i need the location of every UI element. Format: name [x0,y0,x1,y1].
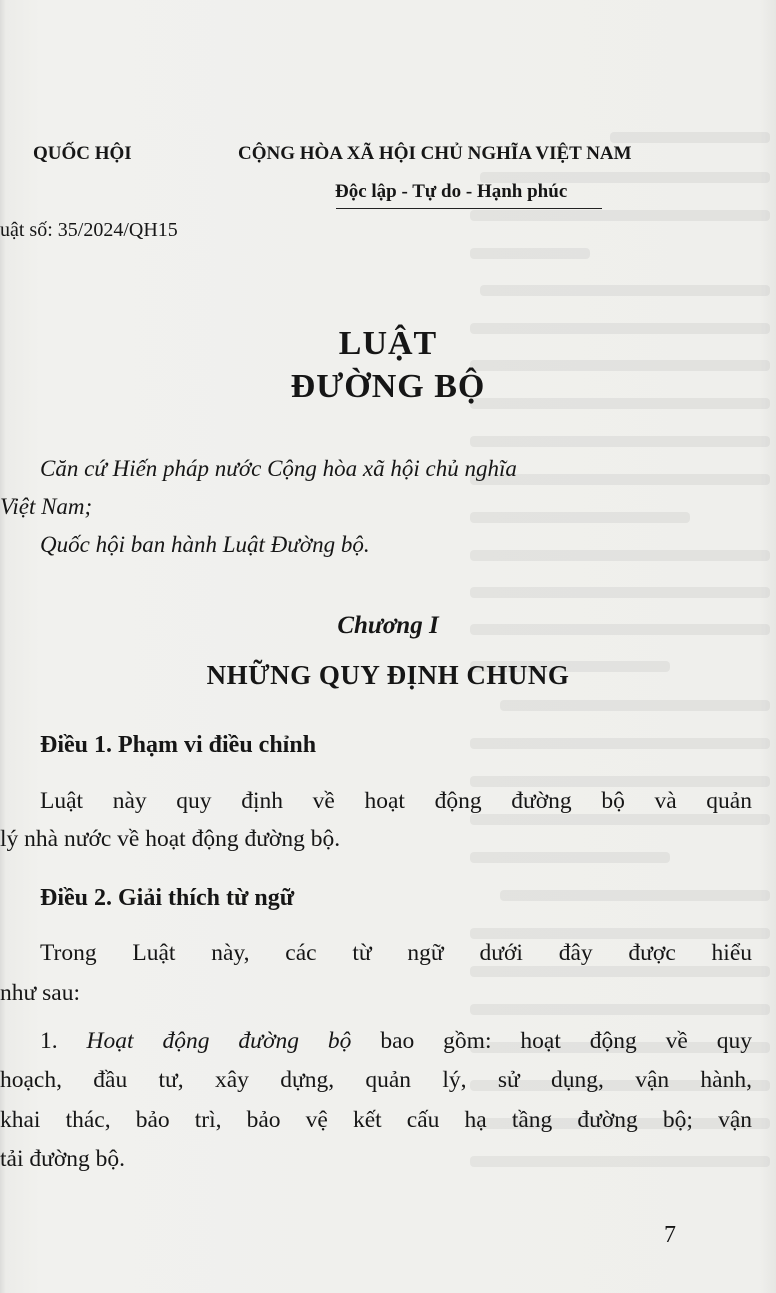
document-title-line1: LUẬT [338,325,438,362]
motto-underline [336,208,602,209]
article-1-text-line2: lý nhà nước về hoạt động đường bộ. [0,826,341,852]
issuer-name: QUỐC HỘI [33,143,132,164]
article-2-heading: Điều 2. Giải thích từ ngữ [40,885,295,911]
preamble-enactment: Quốc hội ban hành Luật Đường bộ. [40,532,370,557]
article-2-intro-line1: Trong Luật này, các từ ngữ dưới đây được hiểu [40,940,752,966]
national-motto: Độc lập - Tự do - Hạnh phúc [335,181,568,202]
preamble-basis-line2: Việt Nam; [0,494,93,519]
article-1-heading: Điều 1. Phạm vi điều chỉnh [40,732,317,758]
definition-1-line2: hoạch, đầu tư, xây dựng, quản lý, sử dụng, vận hành, [0,1067,752,1093]
definition-1-line4: tải đường bộ. [0,1146,126,1172]
definition-1-number: 1. [40,1028,87,1054]
page-number: 7 [664,1222,676,1248]
national-title: CỘNG HÒA XÃ HỘI CHỦ NGHĨA VIỆT NAM [238,143,632,164]
chapter-title: NHỮNG QUY ĐỊNH CHUNG [206,660,570,690]
definition-1-line1 [40,1028,752,1055]
article-1-text-line1: Luật này quy định về hoạt động đường bộ và quản [40,788,752,814]
document-title-line2: ĐƯỜNG BỘ [290,368,486,405]
definition-1-lead: bao gồm: hoạt động về quy [351,1028,753,1054]
article-2-intro-line2: như sau: [0,980,80,1006]
preamble-basis-line1: Căn cứ Hiến pháp nước Cộng hòa xã hội chủ nghĩa [40,456,517,481]
definition-1-line3: khai thác, bảo trì, bảo vệ kết cấu hạ tầng đường bộ; vận [0,1107,752,1133]
chapter-number: Chương I [337,612,439,639]
definition-1-term: Hoạt động đường bộ [86,1028,352,1054]
law-number: uật số: 35/2024/QH15 [0,219,178,241]
